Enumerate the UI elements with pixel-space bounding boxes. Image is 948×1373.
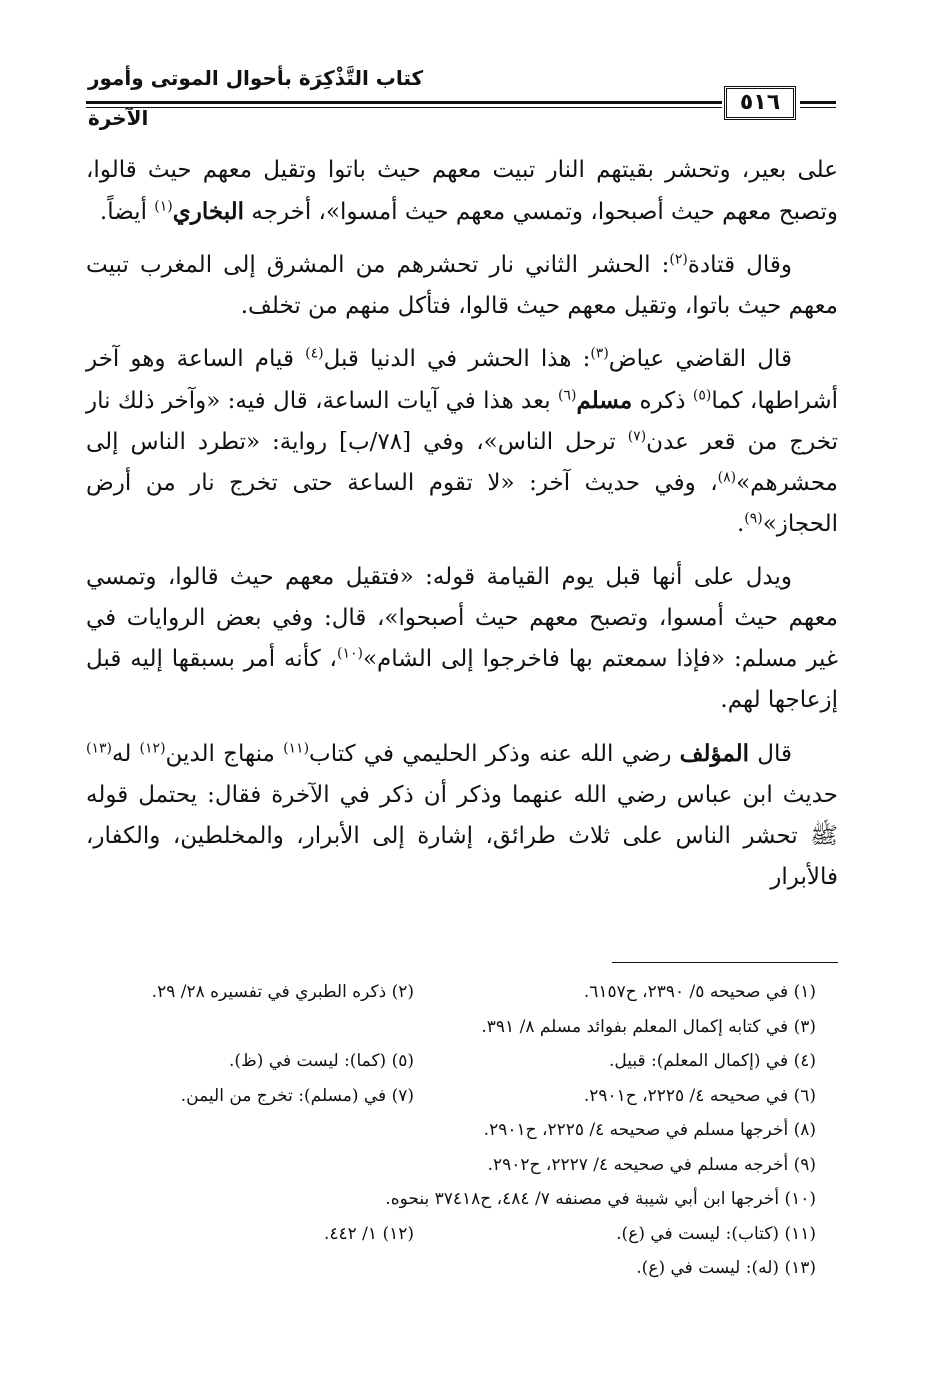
footnote-3: (٣) في كتابه إكمال المعلم بفوائد مسلم ٨/ ٣٩١. [481,1016,816,1037]
footnote-8: (٨) أخرجها مسلم في صحيحه ٤/ ٢٢٢٥، ح٢٩٠١. [483,1120,816,1140]
header-rule-right-thin [800,107,836,108]
footnote-12: (١٢) ١/ ٤٤٢. [323,1223,414,1244]
footnote-1: (١) في صحيحه ٥/ ٢٣٩٠، ح٦١٥٧. [583,982,816,1002]
text-run: ، كأنه أمر بسبقها إليه قبل إزعاجها لهم. [86,646,838,713]
footnote-row [86,1251,838,1286]
footnote-ref-4[interactable]: (٤) [305,345,324,362]
bold-name: البخاري [172,198,245,225]
text-run: قيام الساعة وهو آخر أشراطها، كما [86,346,838,414]
footnote-9: (٩) أخرجه مسلم في صحيحه ٤/ ٢٢٢٧، ح٢٩٠٢. [487,1154,816,1175]
text-run: وقال قتادة [687,252,792,278]
footnote-5: (٥) (كما): ليست في (ظ). [229,1051,414,1071]
footnote-row [86,1079,838,1114]
footnote-ref-2[interactable]: (٢) [669,251,688,268]
text-run: : الحشر الثاني نار تحشرهم من المشرق إلى المغرب تبيت معهم حيث باتوا، وتقيل معهم حيث قالوا، فتأكل منهم من تخلف. [86,252,838,319]
footnote-11: (١١) (كتاب): ليست في (ع). [616,1223,816,1244]
footnote-row [86,1217,838,1252]
footnote-row [86,1113,838,1148]
header-rule-thick [86,101,722,104]
footnote-13: (١٣) (له): ليست في (ع). [636,1258,816,1278]
page-number: ٥١٦ [724,86,796,120]
bold-name: مسلم [576,387,633,414]
text-run: على بعير، وتحشر بقيتهم النار تبيت معهم حيث باتوا وتقيل معهم حيث قالوا، وتصبح معهم حيث أصبحوا، وتمسي معهم حيث أمسوا»، أخرجه [86,157,838,225]
footnote-ref-12[interactable]: (١٢) [139,740,166,757]
text-run: قال القاضي عياض [608,346,792,372]
paragraph-5 [86,733,838,898]
footnote-ref-13[interactable]: (١٣) [86,740,112,757]
footnote-ref-3[interactable]: (٣) [590,345,609,362]
text-run: ذكره [632,388,693,414]
text-run: منهاج الدين [165,741,284,767]
paragraph-1 [86,150,838,233]
text-run: أيضاً. [99,199,155,225]
text-run: حديث ابن عباس رضي الله عنهما وذكر أن ذكر في الآخرة فقال: يحتمل قوله ﷺ تحشر الناس على ثلاث طرائق، إشارة إلى الأبرار، والمخلطين، والكفار، فالأبرار [86,782,838,890]
footnote-ref-6[interactable]: (٦) [557,387,577,404]
footnote-4: (٤) في (إكمال المعلم): قبيل. [608,1051,816,1071]
footnote-row [86,1182,838,1217]
footnote-6: (٦) في صحيحه ٤/ ٢٢٢٥، ح٢٩٠١. [583,1085,816,1106]
text-run: رضي الله عنه وذكر الحليمي في كتاب [309,741,680,767]
text-run: ، وفي حديث آخر: «لا تقوم الساعة حتى تخرج نار من أرض الحجاز» [86,470,838,537]
footnotes [86,975,838,1286]
running-header-title [88,58,468,130]
footnote-ref-10[interactable]: (١٠) [336,645,363,662]
footnote-ref-9[interactable]: (٩) [744,510,763,527]
footnote-row [86,1044,838,1079]
text-run: له [111,741,140,767]
footnote-ref-1[interactable]: (١) [154,198,173,215]
footnote-10: (١٠) أخرجها ابن أبي شيبة في مصنفه ٧/ ٤٨٤، ح٣٧٤١٨ بنحوه. [385,1189,816,1209]
header-rule-thin [86,107,722,108]
text-run: قال [749,741,793,767]
footnote-row [86,1148,838,1183]
footnote-separator [612,962,838,963]
text-run: ويدل على أنها قبل يوم القيامة قوله: «فتقيل معهم حيث قالوا، وتمسي معهم حيث أمسوا، وتصبح معهم حيث أصبحوا»، قال: وفي بعض الروايات في غير مسلم: «فإذا سمعتم بها فاخرجوا إلى الشام» [86,564,838,672]
text-run: : هذا الحشر في الدنيا قبل [323,346,591,372]
paragraph-3 [86,339,838,545]
footnote-ref-11[interactable]: (١١) [283,740,310,757]
footnote-ref-7[interactable]: (٧) [627,428,647,445]
footnote-7: (٧) في (مسلم): تخرج من اليمن. [180,1085,414,1106]
header-rule-right-thick [800,101,836,104]
paragraph-4 [86,557,838,721]
paragraph-2 [86,245,838,327]
footnote-2: (٢) ذكره الطبري في تفسيره ٢٨/ ٢٩. [151,982,414,1002]
footnote-row [86,975,838,1010]
footnote-row [86,1010,838,1045]
text-run: ترحل الناس»، وفي [٧٨/ب] رواية: «تطرد الناس إلى محشرهم» [86,429,838,496]
bold-name: المؤلف [679,740,750,767]
text-run: . [736,511,745,537]
footnote-ref-5[interactable]: (٥) [692,387,712,404]
text-run: بعد هذا في آيات الساعة، قال فيه: «وآخر ذلك نار تخرج من قعر عدن [86,388,839,455]
footnote-ref-8[interactable]: (٨) [717,469,737,486]
book-title: كتاب التَّذْكِرَة بأحوال الموتى وأمور الآخرة [88,66,424,130]
main-text [86,150,838,910]
